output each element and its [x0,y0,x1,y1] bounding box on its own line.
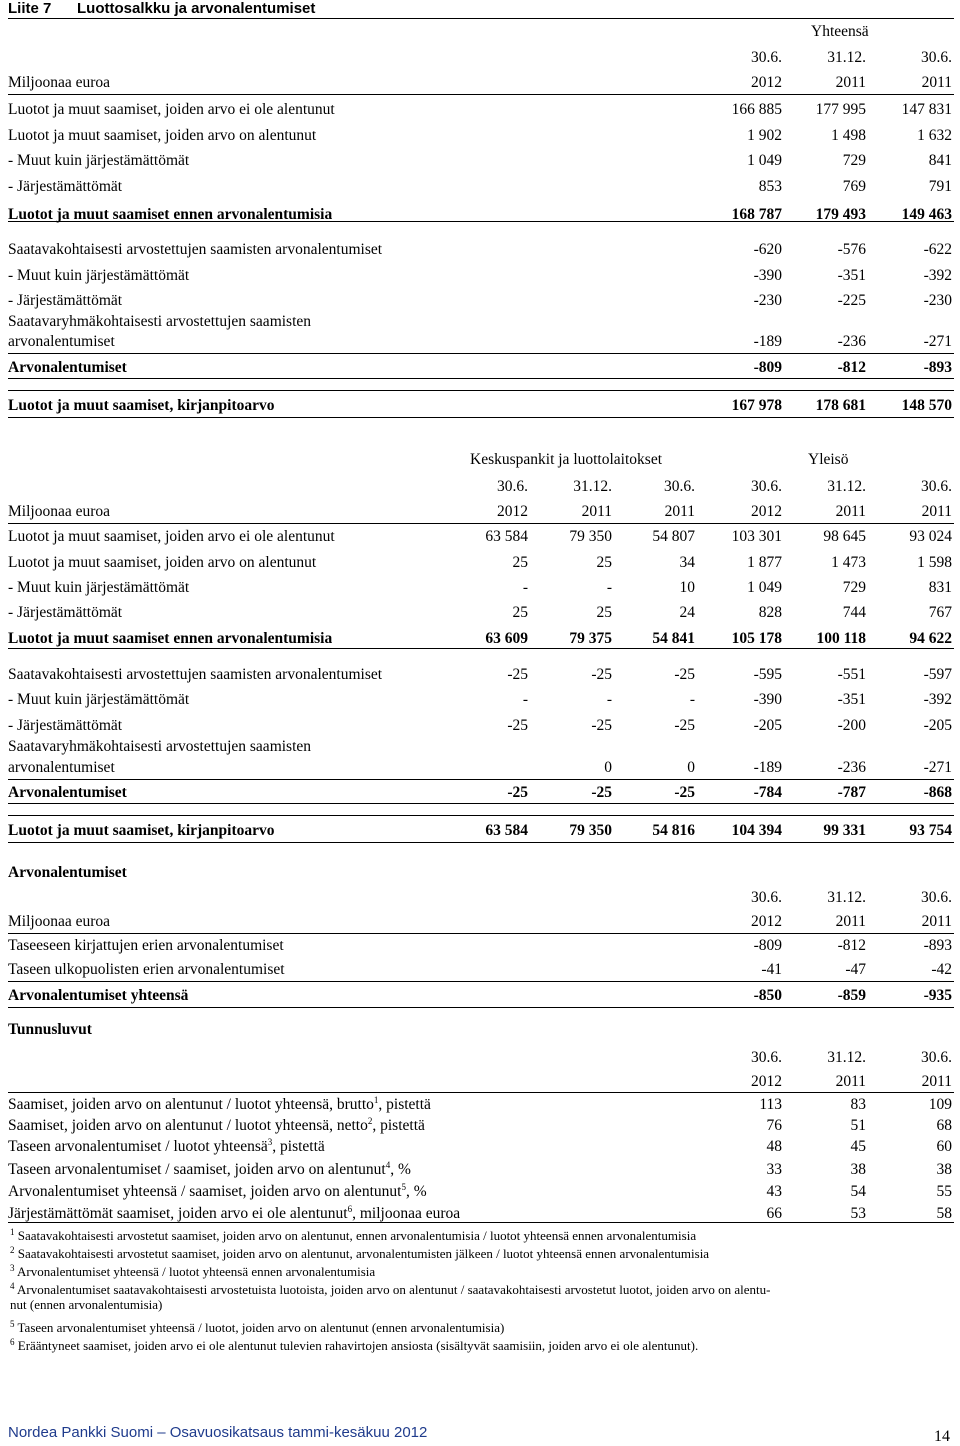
row-value: -41 [761,961,782,978]
row-label: Luotot ja muut saamiset ennen arvonalentumisia [8,206,333,223]
date-header-row [8,48,952,67]
row-value: 2011 [921,913,952,930]
row-value: 1 049 [747,579,782,596]
table-row [8,986,952,1005]
table-row [8,629,952,648]
table-row [8,603,952,622]
row-value: 853 [758,178,782,195]
row-value: -271 [923,759,952,776]
row-label: - Muut kuin järjestämättömät [8,691,190,708]
row-value: 54 [850,1183,866,1200]
row-label: - Järjestämättömät [8,604,123,621]
date-header-row [8,477,952,496]
table-row [8,690,952,709]
table-row [8,578,952,597]
row-value: 30.6. [921,478,952,495]
row-label-suffix: , pistettä [372,1117,425,1134]
row-value: -595 [753,666,782,683]
row-label-text: Saamiset, joiden arvo on alentunut / luotot yhteensä, netto [8,1117,368,1134]
row-value: 30.6. [921,889,952,906]
row-label: - Muut kuin järjestämättömät [8,152,190,169]
row-label: Arvonalentumiset yhteensä [8,987,189,1004]
row-value: 98 645 [823,528,866,545]
row-label [8,1160,411,1179]
row-value: -787 [837,784,866,801]
row-value: 1 902 [747,127,782,144]
row-value: 48 [766,1138,782,1155]
row-value: -189 [753,759,782,776]
row-value: 1 877 [747,554,782,571]
footnote-text: Taseen arvonalentumiset yhteensä / luotot, joiden arvo on alentunut (ennen arvonalentumisia) [14,1320,505,1335]
table-row [8,1095,952,1114]
row-value: 105 178 [731,630,782,647]
date-header-row [8,888,952,907]
row-value: -25 [507,666,528,683]
row-value: -893 [923,359,952,376]
row-value: 148 570 [901,397,952,414]
row-value: 53 [850,1205,866,1222]
row-value: 769 [842,178,866,195]
row-value: -25 [507,717,528,734]
row-value: -390 [753,691,782,708]
row-value: 2012 [751,74,782,91]
row-value: 58 [936,1205,952,1222]
row-label: Miljoonaa euroa [8,503,111,520]
row-value: 99 331 [823,822,866,839]
row-value: 104 394 [731,822,782,839]
footnote-text: Erääntyneet saamiset, joiden arvo ei ole alentunut tulevien rahavirtojen ansiosta (sisältyvät saamisiin, joiden arvo ei ole alentunut). [14,1338,699,1353]
table-row [8,266,952,285]
row-label: Taseen ulkopuolisten erien arvonalentumiset [8,961,285,978]
row-value: 76 [766,1117,782,1134]
table-row [8,960,952,979]
footnote-text: nut (ennen arvonalentumisia) [10,1297,163,1312]
row-value: -230 [753,292,782,309]
row-label [8,1204,460,1223]
row-value: 2012 [751,913,782,930]
date-header-row [8,1048,952,1067]
row-value: -812 [837,937,866,954]
row-value: -935 [923,987,952,1004]
row-value: 54 841 [652,630,695,647]
row-value: 30.6. [497,478,528,495]
table-row [8,1182,952,1201]
row-value: 31.12. [827,1049,866,1066]
table-row [8,126,952,145]
row-label-text: Saamiset, joiden arvo on alentunut / luotot yhteensä, brutto [8,1096,374,1113]
section-title: Arvonalentumiset [8,864,127,881]
footnote [10,1264,940,1279]
row-value: -576 [837,241,866,258]
table-row [8,783,952,802]
column-group-label: Yhteensä [811,23,869,40]
row-label: Luotot ja muut saamiset, kirjanpitoarvo [8,822,275,839]
row-value: -236 [837,333,866,350]
year-header-row [8,73,952,92]
table-rule [8,523,954,524]
row-value: 25 [512,554,528,571]
footnote-ref: 6 [347,1204,353,1214]
row-value: 791 [928,178,952,195]
row-value: 179 493 [815,206,866,223]
footnote-text: Saatavakohtaisesti arvostetut saamiset, joiden arvo on alentunut, arvonalentumisten jälkeen / luotot yhteensä ennen arvonalentumisia [14,1246,710,1261]
row-value: 51 [850,1117,866,1134]
table-row [8,151,952,170]
row-value: 0 [687,759,695,776]
row-value: 38 [936,1161,952,1178]
table-rule [8,842,954,843]
appendix-label: Liite 7 [8,0,52,17]
footnote-ref: 3 [267,1137,273,1147]
row-value: 43 [766,1183,782,1200]
footnote-ref: 2 [367,1116,373,1126]
row-value: 729 [842,152,866,169]
row-value: 30.6. [921,49,952,66]
row-value: -392 [923,267,952,284]
row-value: 2011 [921,1073,952,1090]
table-rule [8,1007,954,1008]
row-value: 113 [759,1096,782,1113]
table-row [8,527,952,546]
row-label: - Järjestämättömät [8,178,123,195]
footnote [10,1320,940,1335]
footnote [10,1338,940,1353]
row-value: 79 350 [569,528,612,545]
row-value: -205 [923,717,952,734]
year-header-row [8,502,952,521]
row-value: 33 [766,1161,782,1178]
row-value: -809 [753,937,782,954]
row-value: - [689,691,695,708]
row-label: Arvonalentumiset [8,359,127,376]
section-title: Tunnusluvut [8,1021,92,1038]
row-value: -25 [674,784,695,801]
row-value: 2011 [835,503,866,520]
row-label [8,1182,427,1201]
row-label: Saatavaryhmäkohtaisesti arvostettujen saamisten [8,313,312,330]
row-value: 2011 [664,503,695,520]
table-row [8,291,952,310]
row-value: -351 [837,691,866,708]
row-value: 24 [679,604,695,621]
row-value: 30.6. [751,478,782,495]
table-rule [8,933,954,934]
row-value: 93 024 [909,528,952,545]
row-value: 34 [679,554,695,571]
row-value: 744 [842,604,866,621]
row-value: 45 [850,1138,866,1155]
row-value: -812 [837,359,866,376]
row-value: -784 [753,784,782,801]
row-value: -25 [674,717,695,734]
header-rule [8,18,954,19]
row-value: 25 [512,604,528,621]
row-value: 93 754 [909,822,952,839]
row-value: 25 [596,554,612,571]
row-label: Luotot ja muut saamiset ennen arvonalentumisia [8,630,333,647]
row-value: 68 [936,1117,952,1134]
row-value: -868 [923,784,952,801]
table-rule [8,815,954,816]
row-value: -390 [753,267,782,284]
row-value: 30.6. [921,1049,952,1066]
row-value: 177 995 [815,101,866,118]
row-value: 30.6. [751,1049,782,1066]
table-row [8,358,952,377]
table-row [8,936,952,955]
row-value: -42 [931,961,952,978]
row-label: Luotot ja muut saamiset, joiden arvo ei ole alentunut [8,101,335,118]
row-value: 149 463 [901,206,952,223]
row-value: -225 [837,292,866,309]
table-rule [8,1222,954,1223]
row-value: - [522,579,528,596]
footnote-text: Arvonalentumiset yhteensä / luotot yhteensä ennen arvonalentumisia [14,1264,376,1279]
row-value: 1 498 [831,127,866,144]
year-header-row [8,1072,952,1091]
row-label: - Muut kuin järjestämättömät [8,579,190,596]
year-header-row [8,912,952,931]
table-row [8,1137,952,1156]
row-label [8,1095,431,1114]
row-value: 168 787 [731,206,782,223]
row-value: 63 584 [485,822,528,839]
row-value: -25 [591,784,612,801]
table-row [8,1116,952,1135]
table-rule [8,1092,954,1093]
row-value: -47 [845,961,866,978]
footnote-ref: 5 [401,1182,406,1192]
row-value: -392 [923,691,952,708]
row-label-text: Taseen arvonalentumiset / saamiset, joiden arvo on alentunut [8,1161,386,1178]
row-label: Luotot ja muut saamiset, joiden arvo ei ole alentunut [8,528,335,545]
row-label: Luotot ja muut saamiset, joiden arvo on alentunut [8,554,317,571]
row-value: 30.6. [751,889,782,906]
row-value: 25 [596,604,612,621]
table-row [8,716,952,735]
row-value: 2011 [581,503,612,520]
row-value: 0 [604,759,612,776]
row-value: 100 118 [816,630,866,647]
row-value: 103 301 [731,528,782,545]
row-value: 60 [936,1138,952,1155]
row-label-suffix: , pistettä [378,1096,431,1113]
table-row [8,312,952,352]
row-label: - Muut kuin järjestämättömät [8,267,190,284]
row-value: 79 375 [569,630,612,647]
footnote-number: 1 [10,1227,15,1237]
row-value: 66 [766,1205,782,1222]
row-value: -25 [591,717,612,734]
row-value: - [522,691,528,708]
footnote-number: 2 [10,1245,15,1255]
row-label: Saatavakohtaisesti arvostettujen saamisten arvonalentumiset [8,666,383,683]
row-value: 2012 [497,503,528,520]
row-label-suffix: , % [390,1161,411,1178]
row-label: - Järjestämättömät [8,717,123,734]
footnote-number: 5 [10,1319,15,1329]
row-value: 1 632 [917,127,952,144]
table-row [8,240,952,259]
row-value: 2011 [921,74,952,91]
table-rule [8,648,954,649]
row-value: -893 [923,937,952,954]
row-value: 94 622 [909,630,952,647]
row-value: -25 [674,666,695,683]
row-value: -271 [923,333,952,350]
page-number: 14 [934,1428,950,1445]
row-value: -597 [923,666,952,683]
row-value: 1 598 [917,554,952,571]
row-value: 729 [842,579,866,596]
row-label: Luotot ja muut saamiset, kirjanpitoarvo [8,397,275,414]
row-value: 2011 [835,913,866,930]
row-value: -351 [837,267,866,284]
row-label: Luotot ja muut saamiset, joiden arvo on alentunut [8,127,317,144]
table-row [8,665,952,684]
row-value: 54 816 [652,822,695,839]
footnote-number: 6 [10,1337,15,1347]
table-rule [8,803,954,804]
table-rule [8,981,954,982]
row-value: 147 831 [901,101,952,118]
row-label-text: Taseen arvonalentumiset / luotot yhteensä [8,1138,268,1155]
row-value: 38 [850,1161,866,1178]
row-value: -200 [837,717,866,734]
table-rule [8,221,954,222]
row-value: 2011 [835,1073,866,1090]
column-group-label: Yleisö [808,451,849,468]
table-row [8,553,952,572]
row-label-suffix: , pistettä [272,1138,325,1155]
row-label: Miljoonaa euroa [8,74,111,91]
row-value: 63 609 [485,630,528,647]
row-label: Saatavakohtaisesti arvostettujen saamisten arvonalentumiset [8,241,383,258]
row-value: -551 [837,666,866,683]
row-label: Saatavaryhmäkohtaisesti arvostettujen saamisten [8,738,312,755]
row-value: -850 [753,987,782,1004]
row-value: 109 [928,1096,952,1113]
table-rule [8,390,954,391]
row-value: 831 [928,579,952,596]
row-label: Arvonalentumiset [8,784,127,801]
row-value: 841 [928,152,952,169]
row-value: -230 [923,292,952,309]
row-value: 1 473 [831,554,866,571]
footnote-number: 3 [10,1263,15,1273]
row-label [8,1116,425,1135]
row-value: -859 [837,987,866,1004]
row-value: -809 [753,359,782,376]
page-title: Luottosalkku ja arvonalentumiset [77,0,316,17]
footnote [10,1282,940,1312]
table-row [8,737,952,777]
row-value: 31.12. [827,889,866,906]
row-value: 54 807 [652,528,695,545]
table-row [8,100,952,119]
footnote [10,1228,940,1243]
table-rule [8,779,954,780]
row-value: 2011 [921,503,952,520]
row-label-text: Järjestämättömät saamiset, joiden arvo ei ole alentunut [8,1205,348,1222]
row-value: 30.6. [751,49,782,66]
row-value: -205 [753,717,782,734]
footnote-ref: 4 [385,1160,391,1170]
row-value: 2012 [751,503,782,520]
footnote-text: Saatavakohtaisesti arvostetut saamiset, joiden arvo on alentunut, ennen arvonalentumisia / luotot yhteensä ennen arvonalentumisia [14,1228,697,1243]
row-value: - [606,691,612,708]
row-label: - Järjestämättömät [8,292,123,309]
footnote-number: 4 [10,1281,15,1291]
table-row [8,821,952,840]
row-value: -25 [591,666,612,683]
row-value: 31.12. [573,478,612,495]
row-value: -189 [753,333,782,350]
row-label: arvonalentumiset [8,759,115,776]
row-value: -622 [923,241,952,258]
row-label-suffix: , miljoonaa euroa [352,1205,461,1222]
table-row [8,1160,952,1179]
row-value: 83 [850,1096,866,1113]
row-value: 2012 [751,1073,782,1090]
row-value: 178 681 [815,397,866,414]
table-row [8,396,952,415]
row-value: 63 584 [485,528,528,545]
row-value: 31.12. [827,478,866,495]
column-group-label: Keskuspankit ja luottolaitokset [470,451,663,468]
row-value: -25 [507,784,528,801]
table-rule [8,378,954,379]
row-value: 55 [936,1183,952,1200]
row-value: 79 350 [569,822,612,839]
row-value: 10 [679,579,695,596]
row-value: 2011 [835,74,866,91]
row-label: Taseeseen kirjattujen erien arvonalentumiset [8,937,284,954]
row-value: 167 978 [731,397,782,414]
row-label: Miljoonaa euroa [8,913,111,930]
table-rule [8,417,954,418]
row-value: 1 049 [747,152,782,169]
footnote [10,1246,940,1261]
row-value: 767 [928,604,952,621]
table-row [8,1204,952,1223]
table-rule [8,94,954,95]
row-value: 166 885 [731,101,782,118]
footnote-text: Arvonalentumiset saatavakohtaisesti arvostetuista luotoista, joiden arvo on alentunut / saatavakohtaisesti arvostetut luotot, joiden arvo on alentu- [14,1282,771,1297]
row-label: arvonalentumiset [8,333,115,350]
row-label [8,1137,325,1156]
table-row [8,177,952,196]
row-value: 31.12. [827,49,866,66]
row-value: 828 [758,604,782,621]
footer-text: Nordea Pankki Suomi – Osavuosikatsaus tammi-kesäkuu 2012 [8,1424,428,1441]
footnote-ref: 1 [373,1095,379,1105]
row-value: - [606,579,612,596]
row-value: -620 [753,241,782,258]
row-value: -236 [837,759,866,776]
table-rule [8,353,954,354]
row-value: 30.6. [664,478,695,495]
row-label-suffix: , % [405,1183,427,1200]
row-label-text: Arvonalentumiset yhteensä / saamiset, joiden arvo on alentunut [8,1183,402,1200]
